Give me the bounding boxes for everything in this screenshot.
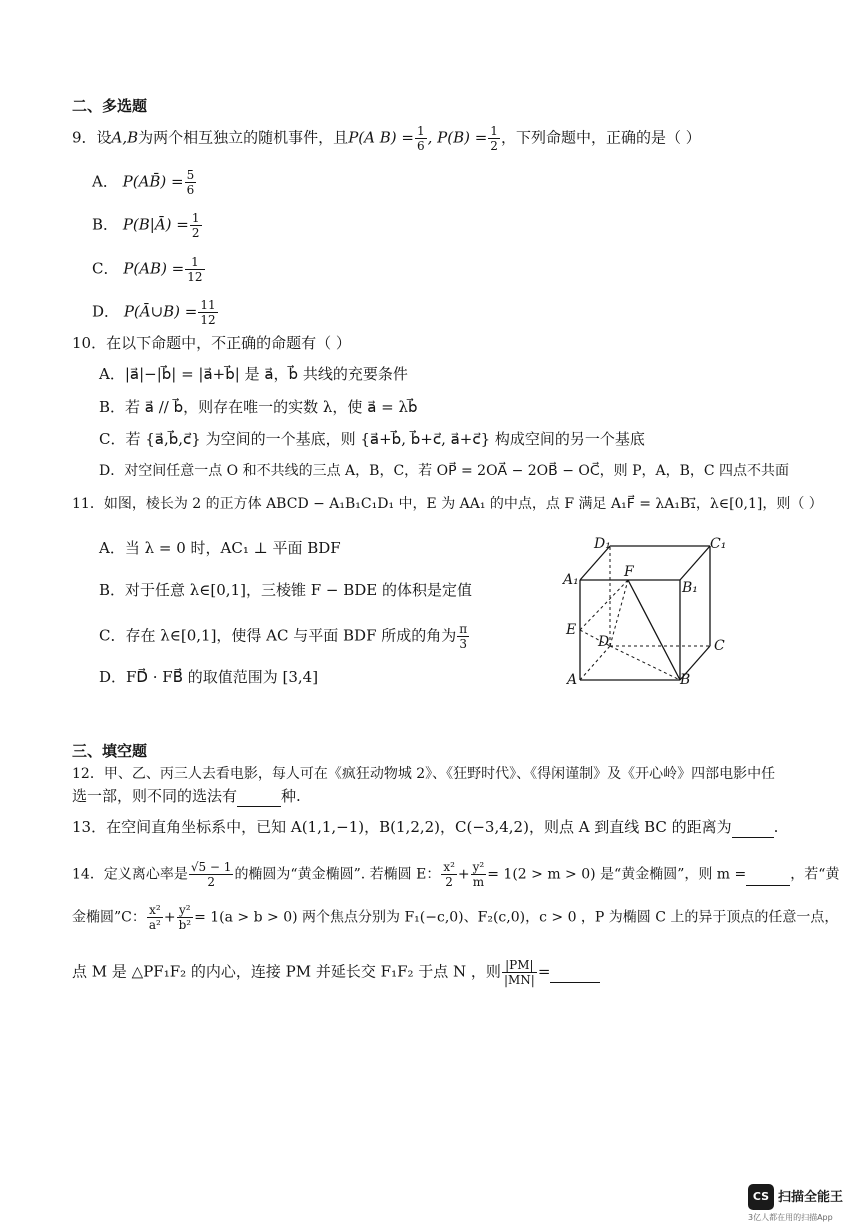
question-13	[72, 817, 778, 838]
option-expr: P(AB̄) =	[122, 172, 184, 191]
frac-num: 5	[186, 168, 195, 182]
answer-blank	[237, 786, 281, 807]
question-10-stem: 10．在以下命题中，不正确的命题有（ ）	[72, 334, 351, 352]
q12-text-end: 种.	[281, 787, 301, 805]
q14-plus: +	[163, 909, 176, 926]
q9-stem-c: 为两个相互独立的随机事件，且	[138, 128, 349, 147]
question-14-line-1	[72, 860, 839, 889]
camscanner-logo-icon: CS	[748, 1184, 774, 1210]
q14-eccentricity	[189, 860, 234, 889]
frac-num: |PM|	[502, 958, 537, 973]
option-fraction	[198, 298, 217, 327]
q14-plus: +	[457, 866, 470, 883]
q14-text: =	[537, 962, 551, 981]
answer-blank	[550, 962, 600, 983]
frac-den: |MN|	[503, 973, 535, 987]
option-label: A．	[92, 172, 118, 191]
frac-num: y²	[177, 903, 194, 918]
q11-option-c	[99, 622, 470, 651]
option-label: D．	[92, 302, 120, 321]
q9-pab-fraction	[415, 124, 427, 153]
label-b: B	[680, 672, 691, 688]
q13-text: 13．在空间直角坐标系中，已知 A(1,1,−1)，B(1,2,2)，C(−3,4,2)，则点 A 到直线 BC 的距离为	[72, 818, 732, 836]
section-heading-fill-in: 三、填空题	[72, 742, 148, 760]
option-label: B．	[92, 215, 119, 234]
q10-option-d: D．对空间任意一点 O 和不共线的三点 A，B，C，若 OP⃗ = 2OA⃗ − 2OB⃗ − OC⃗，则 P，A，B，C 四点不共面	[99, 463, 790, 479]
q10-option-c: C．若 {a⃗,b⃗,c⃗} 为空间的一个基底，则 {a⃗+b⃗, b⃗+c⃗, a⃗+c⃗} 构成空间的另一个基底	[99, 430, 645, 448]
q14-text: = 1(2 > m > 0) 是“黄金椭圆”，则 m =	[487, 866, 747, 883]
q14-y-term	[471, 860, 487, 889]
q12-text: 选一部，则不同的选法有	[72, 787, 238, 805]
label-e: E	[566, 622, 577, 638]
frac-num: 1	[185, 255, 204, 270]
frac-num: π	[459, 622, 468, 636]
answer-blank	[732, 817, 774, 838]
question-14-line-2	[72, 903, 838, 932]
q14-y-term	[177, 903, 194, 932]
segment-db	[610, 646, 680, 680]
label-a: A	[567, 672, 578, 688]
frac-den: b²	[178, 918, 192, 932]
option-label: C．	[92, 259, 119, 278]
q14-text: ，若“黄	[790, 866, 840, 883]
q14-x-term	[147, 903, 163, 932]
q14-text: 点 M 是 △PF₁F₂ 的内心，连接 PM 并延长交 F₁F₂ 于点 N ，则	[72, 962, 501, 981]
label-f: F	[624, 564, 634, 580]
label-b1: B₁	[682, 580, 698, 596]
answer-blank	[746, 865, 790, 886]
q9-stem-b: A,B	[111, 128, 139, 147]
question-14-line-3	[72, 958, 600, 987]
option-fraction	[190, 211, 202, 240]
q14-x-term	[441, 860, 457, 889]
option-fraction	[457, 622, 469, 651]
q9-stem-a: 9．设	[72, 128, 112, 147]
frac-den: 2	[445, 875, 453, 889]
q14-text: = 1(a > b > 0) 两个焦点分别为 F₁(−c,0)、F₂(c,0)，c > 0 ，P 为椭圆 C 上的异于顶点的任意一点，	[194, 909, 839, 926]
q9-option-d	[92, 298, 219, 327]
frac-den: 2	[191, 226, 200, 240]
label-c1: C₁	[710, 536, 727, 552]
frac-den: a²	[148, 918, 161, 932]
label-d1: D₁	[594, 536, 611, 552]
q14-ratio	[502, 958, 537, 987]
frac-num: y²	[472, 860, 485, 874]
frac-num: x²	[443, 860, 455, 874]
frac-den: m	[472, 875, 485, 889]
q14-text: 的椭圆为“黄金椭圆”. 若椭圆 E：	[234, 866, 441, 883]
frac-den: 6	[186, 183, 195, 197]
frac-num: 1	[490, 124, 498, 138]
watermark-tagline: 3亿人都在用的扫描App	[748, 1213, 833, 1222]
frac-den: 12	[200, 313, 216, 327]
frac-den: 3	[459, 637, 468, 651]
frac-num: 1	[416, 124, 425, 138]
cube-figure	[560, 530, 740, 690]
label-c: C	[714, 638, 725, 654]
q9-option-a	[92, 168, 197, 197]
q10-option-b: B．若 a⃗ // b⃗，则存在唯一的实数 λ，使 a⃗ = λb⃗	[99, 398, 418, 416]
scanner-watermark	[748, 1184, 858, 1222]
q14-text: 14．定义离心率是	[72, 866, 188, 883]
option-fraction	[185, 168, 197, 197]
frac-num: √5 − 1	[190, 860, 232, 874]
label-d: D	[598, 634, 610, 650]
q11-option-d: D．FD⃗ · FB⃗ 的取值范围为 [3,4]	[99, 668, 319, 686]
option-expr: P(Ā∪B) =	[123, 302, 198, 321]
option-text: C．存在 λ∈[0,1]，使得 AC 与平面 BDF 所成的角为	[99, 626, 457, 645]
q9-option-c	[92, 255, 206, 284]
edge-ad	[580, 646, 610, 680]
frac-num: 1	[191, 211, 200, 225]
edge-b1c1	[680, 546, 710, 580]
frac-num: 11	[200, 298, 216, 312]
question-12-line-1: 12．甲、乙、丙三人去看电影，每人可在《疯狂动物城 2》、《狂野时代》、《得闲谨制》及《开心岭》四部电影中任	[72, 766, 776, 782]
frac-num: x²	[147, 903, 163, 918]
q9-stem-d: ，下列命题中，正确的是（ ）	[500, 128, 701, 147]
option-expr: P(AB) =	[123, 259, 185, 278]
option-expr: P(B|Ā) =	[122, 215, 189, 234]
q9-pb-fraction	[488, 124, 500, 153]
section-heading-multi-choice: 二、多选题	[72, 97, 148, 115]
frac-den: 6	[416, 139, 425, 153]
frac-den: 12	[187, 270, 203, 284]
question-12-line-2	[72, 786, 301, 807]
option-fraction	[185, 255, 204, 284]
question-11-stem: 11．如图，棱长为 2 的正方体 ABCD − A₁B₁C₁D₁ 中，E 为 AA₁ 的中点，点 F 满足 A₁F⃗ = λA₁B₁⃗，λ∈[0,1]，则（ ）	[72, 496, 823, 512]
label-a1: A₁	[563, 572, 579, 588]
q9-option-b	[92, 211, 203, 240]
q9-pb: , P(B) =	[427, 128, 488, 147]
q11-option-b: B．对于任意 λ∈[0,1]，三棱锥 F − BDE 的体积是定值	[99, 581, 473, 599]
q10-option-a: A．|a⃗|−|b⃗| = |a⃗+b⃗| 是 a⃗，b⃗ 共线的充要条件	[99, 365, 408, 383]
frac-den: 2	[490, 139, 498, 153]
q13-text-end: .	[773, 818, 779, 836]
q11-option-a: A．当 λ = 0 时，AC₁ ⊥ 平面 BDF	[99, 539, 341, 557]
segment-fb	[628, 580, 680, 680]
q14-text: 金椭圆”C：	[72, 909, 146, 926]
q9-pab: P(A B) =	[348, 128, 414, 147]
question-9-stem	[72, 124, 701, 153]
frac-den: 2	[207, 875, 215, 889]
watermark-name: 扫描全能王	[778, 1190, 844, 1205]
